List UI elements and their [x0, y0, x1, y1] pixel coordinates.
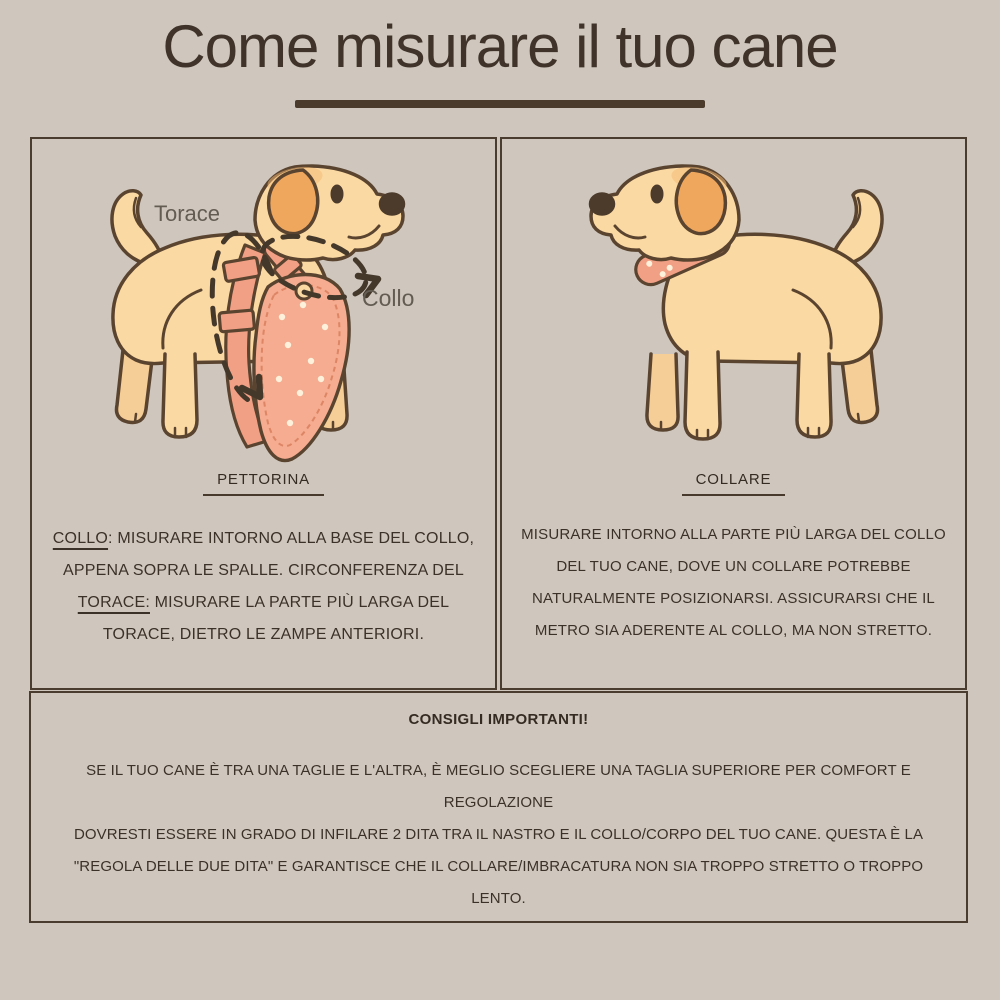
title-underline-bar — [295, 100, 705, 108]
neck-label: Collo — [362, 285, 415, 311]
chest-label: Torace — [154, 201, 221, 226]
page-title: Come misurare il tuo cane — [162, 13, 838, 80]
tips-heading: CONSIGLI IMPORTANTI! — [408, 711, 589, 728]
tip-two-finger-rule: DOVRESTI ESSERE IN GRADO DI INFILARE 2 DITA TRA IL NASTRO E IL COLLO/CORPO DEL TUO CANE. QUESTA È LA "REGOLA DELLE DUE DITA" E GARANTISCE CHE IL COLLARE/IMBRACATURA NON SIA TROPPO STRETTO O TROPPO LENTO. — [73, 826, 924, 907]
collare-panel — [500, 137, 967, 690]
dog-with-harness-illustration — [32, 139, 495, 484]
dog-with-collar-illustration — [502, 139, 965, 484]
collare-description: MISURARE INTORNO ALLA PARTE PIÙ LARGA DEL COLLO DEL TUO CANE, DOVE UN COLLARE POTREBBE NATURALMENTE POSIZIONARSI. ASSICURARSI CHE IL METRO SIA ADERENTE AL COLLO, MA NON STRETTO. — [521, 526, 946, 639]
pettorina-description: COLLO: MISURARE INTORNO ALLA BASE DEL COLLO, APPENA SOPRA LE SPALLE. CIRCONFERENZA DEL TORACE: MISURARE LA PARTE PIÙ LARGA DEL TORACE, DIETRO LE ZAMPE ANTERIORI. — [52, 530, 475, 643]
pettorina-panel — [30, 137, 497, 690]
collare-caption: COLLARE — [502, 471, 965, 496]
harness-chest-pad — [254, 275, 349, 461]
tips-panel — [29, 691, 968, 923]
harness-buckle — [219, 310, 255, 332]
tip-size-choice: SE IL TUO CANE È TRA UNA TAGLIE E L'ALTRA, È MEGLIO SCEGLIERE UNA TAGLIA SUPERIORE PER COMFORT E REGOLAZIONE — [86, 762, 911, 811]
harness-buckle — [223, 257, 260, 282]
pettorina-caption: PETTORINA — [32, 471, 495, 496]
